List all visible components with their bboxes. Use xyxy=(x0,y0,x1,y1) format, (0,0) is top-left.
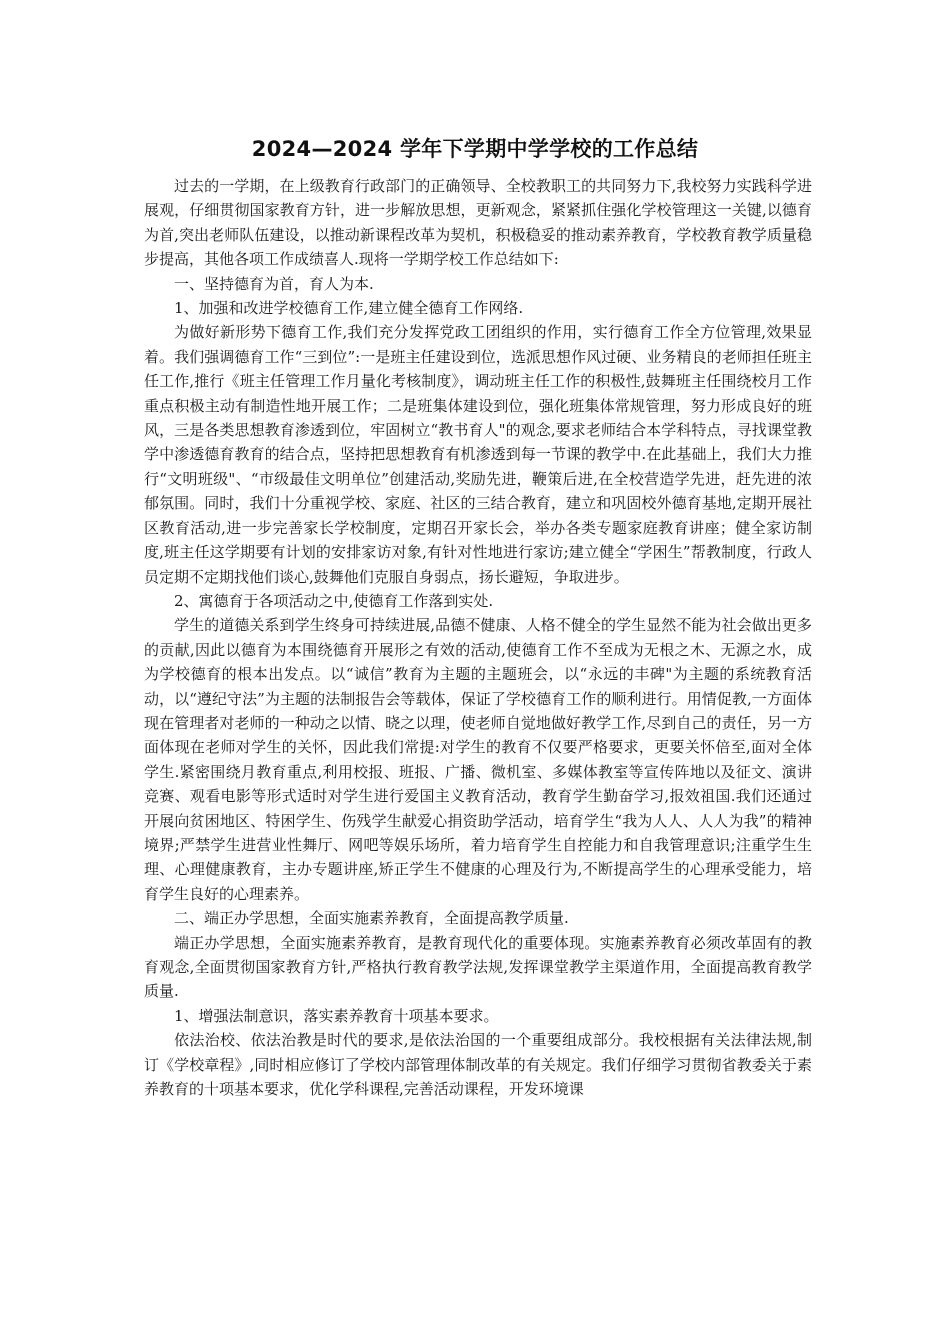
paragraph-moral-activities: 学生的道德关系到学生终身可持续进展,品德不健康、人格不健全的学生显然不能为社会做出更多的贡献,因此以德育为本围绕德育开展形之有效的活动,使德育工作不至成为无根之木、无源之水，成为学校德育的根本出发点。以“诚信”教育为主题的主题班会，以“永远的丰碑"为主题的系统教育活动，以“遵纪守法”为主题的法制报告会等载体，保证了学校德育工作的顺利进行。用情促教,一方面体现在管理者对老师的一种动之以情、晓之以理，使老师自觉地做好教学工作,尽到自己的责任，另一方面体现在老师对学生的关怀，因此我们常提:对学生的教育不仅要严格要求，更要关怀倍至,面对全体学生.紧密围绕月教育重点,利用校报、班报、广播、微机室、多媒体教室等宣传阵地以及征文、演讲竞赛、观看电影等形式适时对学生进行爱国主义教育活动，教育学生勤奋学习,报效祖国.我们还通过开展向贫困地区、特困学生、伤残学生献爱心捐资助学活动，培育学生“我为人人、人人为我”的精神境界;严禁学生进营业性舞厅、网吧等娱乐场所，着力培育学生自控能力和自我管理意识;注重学生生理、心理健康教育，主办专题讲座,矫正学生不健康的心理及行为,不断提高学生的心理承受能力，培育学生良好的心理素养。 xyxy=(144,616,812,903)
document-title: 2024—2024 学年下学期中学学校的工作总结 xyxy=(251,137,699,161)
paragraph-rule-of-law: 依法治校、依法治教是时代的要求,是依法治国的一个重要组成部分。我校根据有关法律法规,制订《学校章程》,同时相应修订了学校内部管理体制改革的有关规定。我们仔细学习贯彻省教委关于素养教育的十项基本要求，优化学科课程,完善活动课程，开发环境课 xyxy=(144,1031,812,1099)
paragraph-moral-network: 为做好新形势下德育工作,我们充分发挥党政工团组织的作用，实行德育工作全方位管理,效果显着。我们强调德育工作“三到位”:一是班主任建设到位，选派思想作风过硬、业务精良的老师担任班主任工作,推行《班主任管理工作月量化考核制度》，调动班主任工作的积极性,鼓舞班主任围绕校月工作重点积极主动有制造性地开展工作；二是班集体建设到位，强化班集体常规管理，努力形成良好的班风，三是各类思想教育渗透到位，牢固树立“教书育人"的观念,要求老师结合本学科特点，寻找课堂教学中渗透德育教育的结合点，坚持把思想教育有机渗透到每一节课的教学中.在此基础上，我们大力推行“文明班级"、“市级最佳文明单位”创建活动,奖励先进，鞭策后进,在全校营造学先进，赶先进的浓郁氛围。同时，我们十分重视学校、家庭、社区的三结合教育，建立和巩固校外德育基地,定期开展社区教育活动,进一步完善家长学校制度，定期召开家长会，举办各类专题家庭教育讲座；健全家访制度,班主任这学期要有计划的安排家访对象,有针对性地进行家访;建立健全“学困生”帮教制度，行政人员定期不定期找他们谈心,鼓舞他们克服自身弱点，扬长避短，争取进步。 xyxy=(144,323,812,586)
paragraph-school-philosophy: 端正办学思想，全面实施素养教育，是教育现代化的重要体现。实施素养教育必须改革固有的教育观念,全面贯彻国家教育方针,严格执行教育教学法规,发挥课堂教学主渠道作用，全面提高教育教学质量. xyxy=(144,933,812,1001)
heading-subsection-1-1: 1、加强和改进学校德育工作,建立健全德育工作网络. xyxy=(174,299,524,318)
paragraph-intro: 过去的一学期，在上级教育行政部门的正确领导、全校教职工的共同努力下,我校努力实践科学进展观，仔细贯彻国家教育方针，进一步解放思想，更新观念，紧紧抓住强化学校管理这一关键,以德育为首,突出老师队伍建设，以推动新课程改革为契机，积极稳妥的推动素养教育，学校教育教学质量稳步提高，其他各项工作成绩喜人.现将一学期学校工作总结如下: xyxy=(144,177,812,269)
document-body xyxy=(144,174,812,1101)
heading-subsection-1-2: 2、寓德育于各项活动之中,使德育工作落到实处. xyxy=(174,591,494,610)
heading-subsection-2-1: 1、增强法制意识，落实素养教育十项基本要求。 xyxy=(174,1006,499,1025)
heading-section-2: 二、端正办学思想，全面实施素养教育，全面提高教学质量. xyxy=(174,909,569,928)
heading-section-1: 一、坚持德育为首，育人为本. xyxy=(174,274,374,293)
